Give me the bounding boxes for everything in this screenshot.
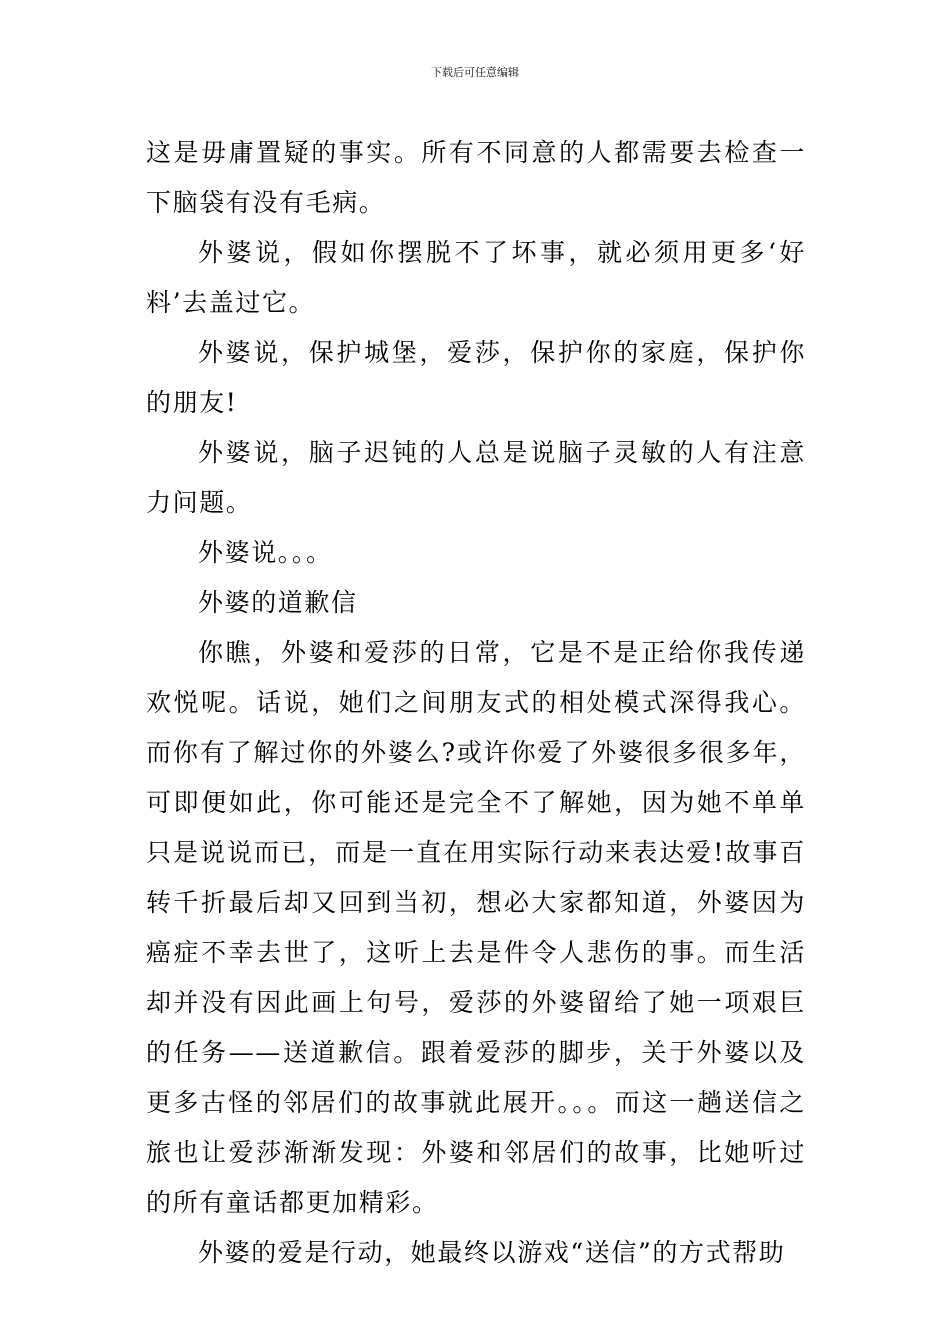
document-body (146, 128, 806, 1278)
paragraph: 外婆说，脑子迟钝的人总是说脑子灵敏的人有注意力问题。 (146, 438, 806, 517)
paragraph: 外婆说。。。 (198, 538, 333, 567)
paragraph: 你瞧，外婆和爱莎的日常，它是不是正给你我传递欢悦呢。话说，她们之间朋友式的相处模式深得我心。而你有了解过你的外婆么?或许你爱了外婆很多很多年，可即便如此，你可能还是完全不了解她，因为她不单单只是说说而已，而是一直在用实际行动来表达爱!故事百转千折最后却又回到当初，想必大家都知道，外婆因为癌症不幸去世了，这听上去是件令人悲伤的事。而生活却并没有因此画上句号，爱莎的外婆留给了她一项艰巨的任务——送道歉信。跟着爱莎的脚步，关于外婆以及更多古怪的邻居们的故事就此展开。。。而这一趟送信之旅也让爱莎渐渐发现：外婆和邻居们的故事，比她听过的所有童话都更加精彩。 (146, 638, 806, 1217)
paragraph-continued: 这是毋庸置疑的事实。所有不同意的人都需要去检查一下脑袋有没有毛病。 (146, 138, 806, 217)
page-header: 下载后可任意编辑 (431, 66, 519, 79)
section-heading: 外婆的道歉信 (198, 588, 358, 617)
paragraph: 外婆的爱是行动，她最终以游戏“送信”的方式帮助 (198, 1238, 786, 1267)
paragraph: 外婆说，假如你摆脱不了坏事，就必须用更多‘好料’去盖过它。 (146, 238, 806, 317)
paragraph: 外婆说，保护城堡，爱莎，保护你的家庭，保护你的朋友! (146, 338, 806, 417)
